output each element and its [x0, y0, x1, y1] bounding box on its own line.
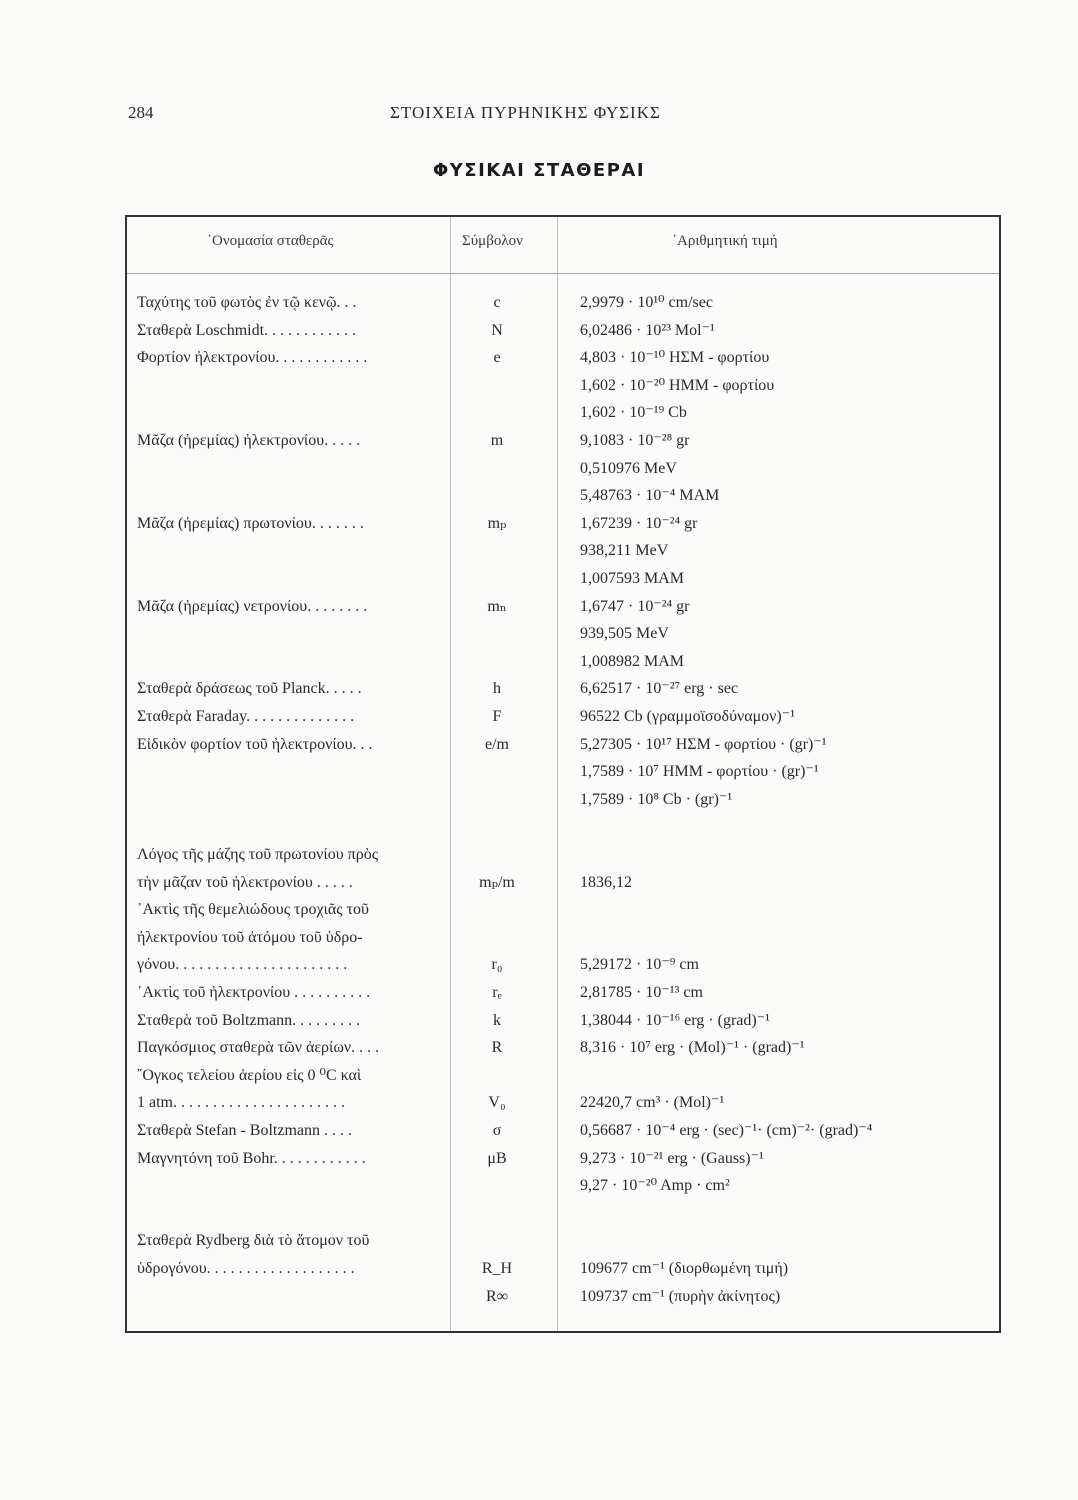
constant-name: ᾿Ακτὶς τοῦ ἠλεκτρονίου . . . . . . . . . .: [137, 984, 371, 1001]
constant-symbol: μB: [487, 1149, 507, 1167]
constant-name: Μαγνητόνη τοῦ Bohr. . . . . . . . . . . .: [137, 1149, 366, 1167]
constant-symbol: mₚ/m: [479, 873, 515, 891]
header-name: ᾿Ονομασία σταθερᾶς: [207, 233, 334, 249]
constant-symbol: N: [491, 321, 503, 339]
constant-symbol: mₙ: [487, 597, 507, 615]
constant-value: 1,007593 ΜΑΜ: [580, 570, 685, 587]
constant-value: 1836,12: [580, 873, 632, 891]
constant-value: 96522 Cb (γραμμοϊσοδύναμον)⁻¹: [580, 708, 795, 725]
constant-name: Μᾶζα (ἠρεμίας) νετρονίου. . . . . . . .: [137, 597, 368, 615]
constant-name: Φορτίον ἠλεκτρονίου. . . . . . . . . . . .: [137, 349, 368, 367]
constant-symbol: k: [493, 1011, 501, 1029]
page-number: 284: [128, 103, 154, 122]
constant-symbol: σ: [492, 1122, 502, 1139]
constants-table: [125, 215, 1001, 1333]
constant-value: 9,273 · 10⁻²¹ erg · (Gauss)⁻¹: [580, 1149, 764, 1167]
constant-value: 0,56687 · 10⁻⁴ erg · (sec)⁻¹· (cm)⁻²· (grad)⁻⁴: [580, 1122, 873, 1139]
constant-value: 5,27305 · 10¹⁷ ΗΣΜ - φορτίου · (gr)⁻¹: [580, 735, 827, 753]
header-symbol: Σύμβολον: [462, 233, 523, 249]
constant-symbol: R∞: [485, 1287, 509, 1305]
constant-value: 6,02486 · 10²³ Mol⁻¹: [580, 321, 715, 339]
constant-name: Σταθερὰ Stefan - Boltzmann . . . .: [137, 1122, 352, 1139]
constant-name: Παγκόσμιος σταθερὰ τῶν ἀερίων. . . .: [137, 1039, 380, 1057]
constant-value: 109677 cm⁻¹ (διορθωμένη τιμή): [580, 1260, 789, 1277]
constant-value: 1,67239 · 10⁻²⁴ gr: [580, 514, 698, 532]
constant-symbol: h: [493, 680, 501, 698]
constant-value: 1,602 · 10⁻¹⁹ Cb: [580, 404, 687, 422]
constant-symbol: c: [493, 294, 501, 311]
constant-name: ὑδρογόνου. . . . . . . . . . . . . . . . . . .: [137, 1260, 355, 1277]
constant-value: 9,27 · 10⁻²⁰ Amp · cm²: [580, 1177, 730, 1195]
constant-value: 0,510976 MeV: [580, 459, 677, 477]
running-title: ΣΤΟΙΧΕΙΑ ΠΥΡΗΝΙΚΗΣ ΦΥΣΙΚΣ: [390, 103, 661, 122]
constant-value: 4,803 · 10⁻¹⁰ ΗΣΜ - φορτίου: [580, 349, 770, 367]
constant-value: 5,29172 · 10⁻⁹ cm: [580, 956, 699, 974]
constant-symbol: mₚ: [487, 514, 507, 532]
constant-symbol: r₀: [491, 956, 503, 974]
constant-name: Ταχύτης τοῦ φωτὸς ἐν τῷ κενῷ. . .: [137, 294, 357, 311]
table-title: ΦΥΣΙΚΑΙ ΣΤΑΘΕΡΑΙ: [432, 160, 646, 181]
constant-value: 8,316 · 10⁷ erg · (Mol)⁻¹ · (grad)⁻¹: [580, 1039, 805, 1057]
constant-name: Σταθερὰ Rydberg διὰ τὸ ἄτομον τοῦ: [137, 1232, 370, 1250]
constant-name: Σταθερὰ Loschmidt. . . . . . . . . . . .: [137, 321, 357, 339]
constant-name: ἠλεκτρονίου τοῦ ἀτόμου τοῦ ὑδρο-: [137, 928, 363, 946]
constant-symbol: e/m: [485, 735, 509, 753]
constant-value: 109737 cm⁻¹ (πυρὴν ἀκίνητος): [580, 1287, 781, 1305]
constant-name: τὴν μᾶζαν τοῦ ἠλεκτρονίου . . . . .: [137, 873, 353, 891]
constant-name: Σταθερὰ Faraday. . . . . . . . . . . . . .: [137, 708, 355, 725]
constant-value: 1,602 · 10⁻²⁰ ΗΜΜ - φορτίου: [580, 376, 775, 394]
constant-symbol: F: [492, 708, 502, 725]
constant-value: 5,48763 · 10⁻⁴ ΜΑΜ: [580, 487, 720, 505]
constant-name: Μᾶζα (ἠρεμίας) ἠλεκτρονίου. . . . .: [137, 432, 361, 449]
constant-name: ῎Ογκος τελείου ἀερίου εἰς 0 ⁰C καὶ: [137, 1066, 362, 1084]
constant-value: 1,6747 · 10⁻²⁴ gr: [580, 597, 690, 615]
constant-name: ᾿Ακτὶς τῆς θεμελιώδους τροχιᾶς τοῦ: [137, 901, 369, 919]
constant-symbol: V₀: [488, 1094, 506, 1112]
constant-name: Σταθερὰ τοῦ Boltzmann. . . . . . . . .: [137, 1011, 361, 1029]
constant-value: 938,211 MeV: [580, 542, 669, 560]
constant-name: γόνου. . . . . . . . . . . . . . . . . . . . . .: [137, 956, 348, 974]
constant-symbol: R: [491, 1039, 503, 1057]
constant-value: 1,008982 ΜΑΜ: [580, 652, 685, 670]
constant-name: Σταθερὰ δράσεως τοῦ Planck. . . . .: [137, 680, 362, 698]
constant-symbol: R_H: [481, 1260, 513, 1277]
constant-value: 2,81785 · 10⁻¹³ cm: [580, 984, 703, 1001]
constant-name: Μᾶζα (ἠρεμίας) πρωτονίου. . . . . . .: [137, 514, 364, 532]
constant-symbol: m: [490, 432, 504, 449]
constant-name: 1 atm. . . . . . . . . . . . . . . . . . . . . .: [137, 1094, 345, 1112]
constant-value: 939,505 MeV: [580, 625, 669, 643]
constant-name: Λόγος τῆς μάζης τοῦ πρωτονίου πρὸς: [137, 846, 379, 863]
constant-name: Εἰδικὸν φορτίον τοῦ ἠλεκτρονίου. . .: [137, 735, 373, 753]
constant-value: 1,7589 · 10⁸ Cb · (gr)⁻¹: [580, 790, 733, 808]
constant-value: 6,62517 · 10⁻²⁷ erg · sec: [580, 680, 739, 698]
constant-symbol: e: [493, 349, 501, 367]
constant-value: 2,9979 · 10¹⁰ cm/sec: [580, 294, 713, 311]
constant-value: 1,38044 · 10⁻¹⁶ erg · (grad)⁻¹: [580, 1011, 770, 1029]
header-value: ᾿Αριθμητική τιμή: [672, 233, 778, 249]
constant-symbol: rₑ: [492, 984, 502, 1001]
constant-value: 22420,7 cm³ · (Mol)⁻¹: [580, 1094, 725, 1112]
constant-value: 1,7589 · 10⁷ ΗΜΜ - φορτίου · (gr)⁻¹: [580, 763, 819, 781]
constant-value: 9,1083 · 10⁻²⁸ gr: [580, 432, 690, 449]
table-body: [127, 217, 999, 1331]
